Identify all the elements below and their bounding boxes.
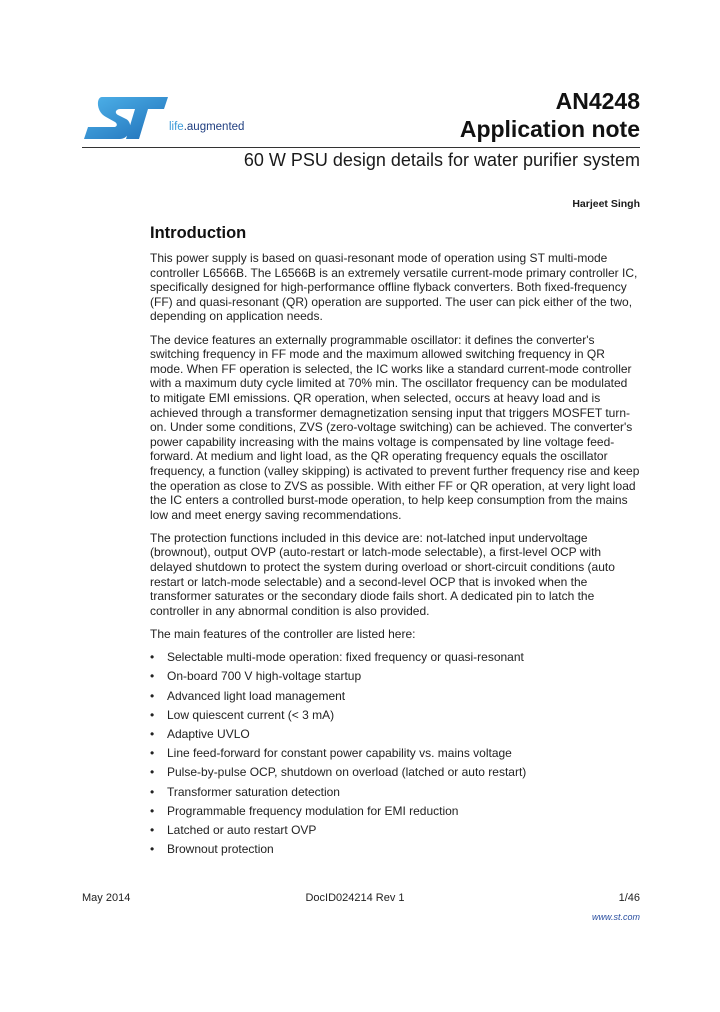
logo-tagline — [169, 121, 289, 133]
list-item: • Programmable frequency modulation for EMI reduction — [150, 804, 640, 819]
author: Harjeet Singh — [572, 198, 640, 210]
list-item: • Brownout protection — [150, 842, 640, 857]
list-item: • Pulse-by-pulse OCP, shutdown on overload (latched or auto restart) — [150, 765, 640, 780]
list-item: • Adaptive UVLO — [150, 727, 640, 742]
st-logo-icon — [82, 93, 172, 143]
footer-page-number: 1/46 — [618, 892, 640, 904]
paragraph-protection: The protection functions included in this device are: not-latched input undervoltage (brownout), output OVP (auto-restart or latch-mode selectable), a first-level OCP with delayed shutdown to protect the system during overload or short-circuit conditions (auto restart or latch-mode selectable) and a second-level OCP that is invoked when the transformer saturates or the secondary diode fails short. A dedicated pin to latch the controller in any abnormal condition is also provided. — [150, 530, 615, 618]
list-item: • Latched or auto restart OVP — [150, 823, 640, 838]
paragraph-intro: This power supply is based on quasi-resonant mode of operation using ST multi-mode controller L6566B. The L6566B is an extremely versatile current-mode primary controller IC, specifically designed for high-performance offline flyback converters. Both fixed-frequency (FF) and quasi-resonant (QR) operation are supported. The user can pick either of the two, depending on application needs. — [150, 251, 638, 324]
footer-date: May 2014 — [82, 892, 131, 904]
tagline-suffix: .augmented — [183, 121, 245, 133]
tagline-prefix: life — [169, 121, 184, 133]
footer-doc-id: DocID024214 Rev 1 — [305, 892, 405, 904]
doc-number: AN4248 — [555, 88, 640, 114]
list-item: • Transformer saturation detection — [150, 785, 640, 800]
header-divider — [82, 147, 640, 148]
doc-subtitle: 60 W PSU design details for water purifier system — [243, 150, 640, 170]
footer-url-link[interactable]: www.st.com — [591, 912, 640, 922]
list-item: • Advanced light load management — [150, 689, 640, 704]
paragraph-features-intro: The main features of the controller are listed here: — [150, 627, 416, 642]
main-content — [150, 224, 640, 861]
doc-type: Application note — [459, 116, 640, 142]
st-logo — [82, 93, 262, 143]
section-heading: Introduction — [150, 224, 247, 242]
paragraph-oscillator: The device features an externally programmable oscillator: it defines the converter's switching frequency in FF mode and the maximum allowed switching frequency in QR mode. When FF operation is selected, the IC works like a standard current-mode controller with a maximum duty cycle limited at 70% min. The oscillator frequency can be modulated to mitigate EMI emissions. QR operation, when selected, occurs at heavy load and is achieved through a transformer demagnetization sensing input that triggers MOSFET turn-on. Under some conditions, ZVS (zero-voltage switching) can be achieved. The converter's power capability increasing with the mains voltage is compensated by line voltage feed-forward. At medium and light load, as the QR operating frequency equals the oscillator frequency, a function (valley skipping) is activated to prevent further frequency rise and keep the operation as close to ZVS as possible. With either FF or QR operation, at very light load the IC enters a controlled burst-mode operation, to help keep consumption from the mains low and meet energy saving recommendations. — [150, 332, 640, 522]
list-item: • Selectable multi-mode operation: fixed frequency or quasi-resonant — [150, 650, 640, 665]
feature-list — [150, 650, 640, 856]
list-item: • Line feed-forward for constant power capability vs. mains voltage — [150, 746, 640, 761]
list-item: • On-board 700 V high-voltage startup — [150, 669, 640, 684]
list-item: • Low quiescent current (< 3 mA) — [150, 708, 640, 723]
